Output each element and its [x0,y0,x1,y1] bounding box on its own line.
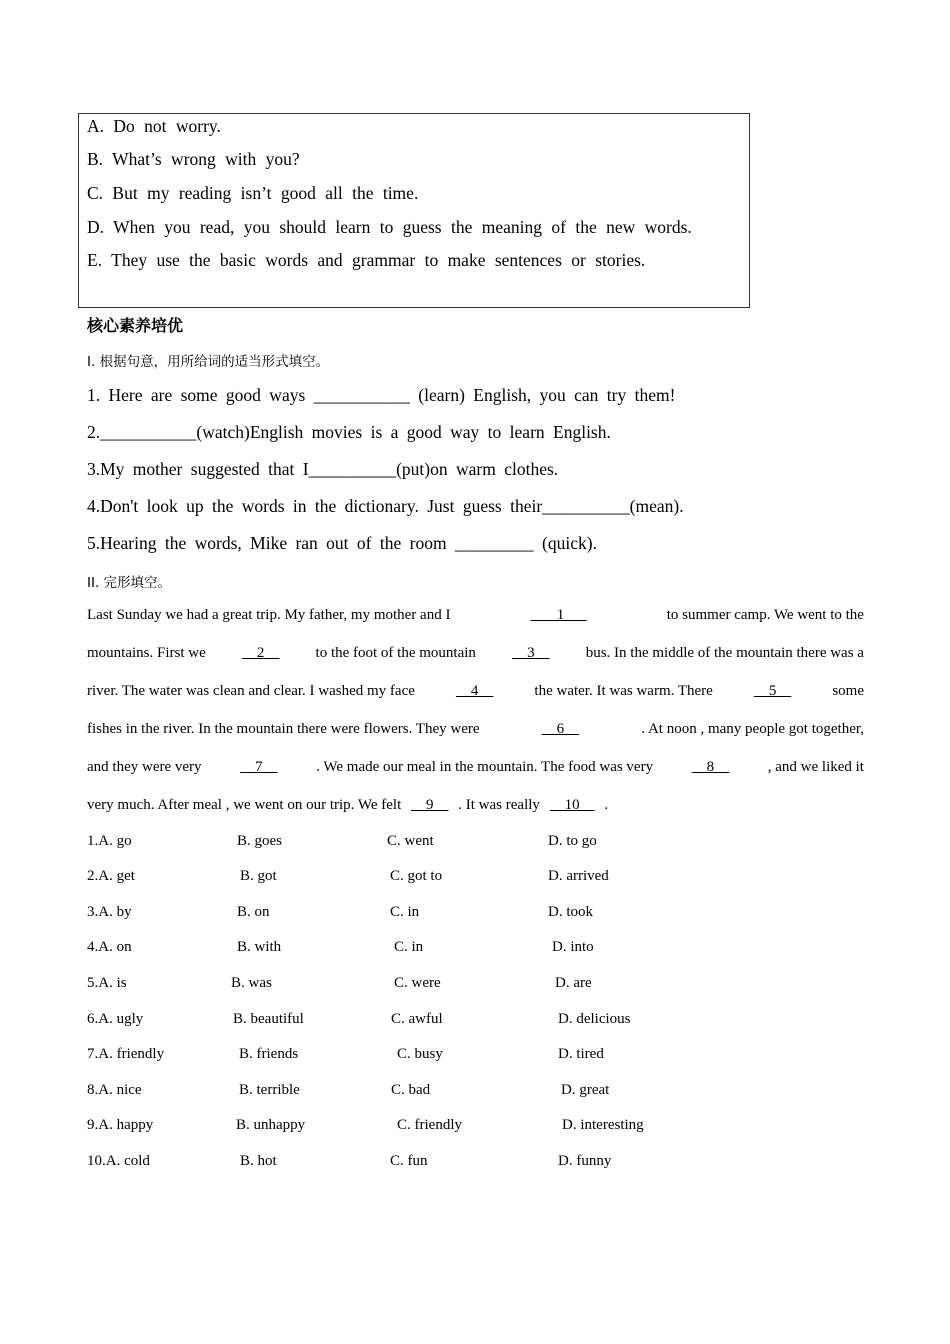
option-d: D. When you read, you should learn to guess the meaning of the new words. [87,217,692,237]
passage-text: . At noon , many people got together, [641,721,864,737]
fill-item-3: 3.My mother suggested that I__________(put)on warm clothes. [87,459,559,479]
choice-b: B. beautiful [233,1011,304,1027]
passage-line-6 [87,797,864,814]
choice-b: B. was [231,975,272,991]
choice-d: D. interesting [562,1117,644,1133]
choice-d: D. arrived [548,868,609,884]
choice-a: 1.A. go [87,833,132,849]
passage-text: mountains. First we [87,645,206,661]
fill-item-1: 1. Here are some good ways ___________ (learn) English, you can try them! [87,385,676,405]
section1-title: I. 根据句意，用所给词的适当形式填空。 [87,354,330,370]
option-a: A. Do not worry. [87,116,221,136]
choice-b: B. unhappy [236,1117,306,1133]
choice-a: 7.A. friendly [87,1046,165,1062]
section-heading: 核心素养培优 [87,316,184,335]
passage-text: river. The water was clean and clear. I washed my face [87,683,415,699]
passage-text: some [832,683,864,699]
choice-d: D. are [555,975,592,991]
choice-b: B. got [240,868,277,884]
passage-text: , and we liked it [767,759,864,775]
choice-d: D. delicious [558,1011,631,1027]
choice-a: 8.A. nice [87,1082,142,1098]
choice-a: 4.A. on [87,939,132,955]
option-b: B. What’s wrong with you? [87,149,300,169]
fill-item-2: 2.___________(watch)English movies is a good way to learn English. [87,422,611,442]
choice-d: D. to go [548,833,597,849]
blank-1: 1 [530,607,587,623]
choice-d: D. funny [558,1153,612,1169]
choice-a: 3.A. by [87,904,132,920]
blank-2: 2 [241,645,280,661]
choice-c: C. went [387,833,434,849]
choice-c: C. friendly [397,1117,462,1133]
passage-line-2 [87,645,864,662]
blank-6: 6 [541,721,580,737]
passage-text: . It was really [458,797,540,813]
passage-text: and they were very [87,759,202,775]
blank-5: 5 [753,683,792,699]
choice-a: 5.A. is [87,975,127,991]
passage-text: very much. After meal , we went on our trip. We felt [87,797,402,813]
blank-10: 10 [549,797,595,813]
passage-text: to summer camp. We went to the [666,607,864,623]
choice-d: D. into [552,939,594,955]
blank-4: 4 [455,683,494,699]
passage-text: bus. In the middle of the mountain there was a [585,645,864,661]
passage-text: to the foot of the mountain [315,645,476,661]
option-e: E. They use the basic words and grammar to make sentences or stories. [87,250,646,270]
choice-d: D. great [561,1082,610,1098]
choice-a: 10.A. cold [87,1153,150,1169]
fill-item-4: 4.Don't look up the words in the dictionary. Just guess their__________(mean). [87,496,684,516]
passage-line-1 [87,607,864,624]
blank-8: 8 [691,759,730,775]
choice-d: D. tired [558,1046,604,1062]
choice-c: C. busy [397,1046,443,1062]
choice-a: 9.A. happy [87,1117,154,1133]
choice-c: C. got to [390,868,443,884]
choice-b: B. with [237,939,282,955]
choice-b: B. on [237,904,270,920]
passage-text: . We made our meal in the mountain. The food was very [316,759,654,775]
blank-3: 3 [512,645,550,661]
passage-text: . [604,797,609,813]
passage-line-4 [87,721,864,738]
choice-d: D. took [548,904,593,920]
option-c: C. But my reading isn’t good all the time. [87,183,419,203]
choice-a: 2.A. get [87,868,135,884]
choice-a: 6.A. ugly [87,1011,144,1027]
choice-c: C. awful [391,1011,443,1027]
blank-9: 9 [411,797,449,813]
choice-c: C. bad [391,1082,431,1098]
options-box [78,113,750,308]
choice-c: C. in [390,904,420,920]
passage-text: the water. It was warm. There [534,683,713,699]
passage-line-3 [87,683,864,700]
choice-b: B. goes [237,833,282,849]
fill-item-5: 5.Hearing the words, Mike ran out of the room _________ (quick). [87,533,597,553]
blank-7: 7 [240,759,278,775]
passage-text: fishes in the river. In the mountain there were flowers. They were [87,721,480,737]
choice-b: B. friends [239,1046,299,1062]
passage-line-5 [87,759,864,776]
choice-b: B. terrible [239,1082,300,1098]
passage-text: Last Sunday we had a great trip. My father, my mother and I [87,607,451,623]
choice-c: C. in [394,939,424,955]
section2-title: II. 完形填空。 [87,575,172,591]
choice-c: C. were [394,975,441,991]
choice-b: B. hot [240,1153,277,1169]
choice-c: C. fun [390,1153,428,1169]
